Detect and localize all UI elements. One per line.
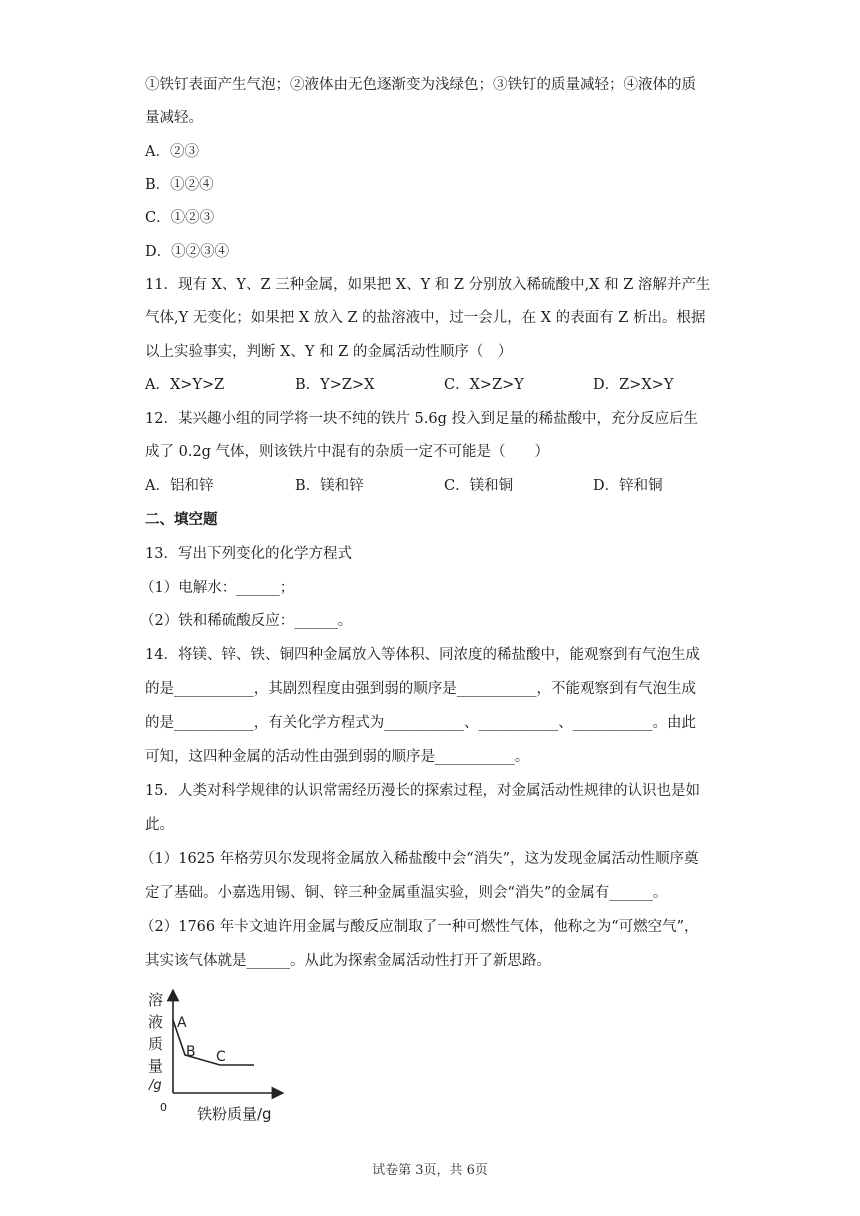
- point-label-a: A: [177, 1015, 187, 1031]
- q11-line-2: 气体,Y 无变化；如果把 X 放入 Z 的盐溶液中，过一会儿，在 X 的表面有 Z 析出。根据: [145, 310, 706, 326]
- solution-mass-graph: [140, 985, 290, 1130]
- q14-line-1: 14．将镁、锌、铁、铜四种金属放入等体积、同浓度的稀盐酸中，能观察到有气泡生成: [145, 647, 700, 663]
- q15-sub2-line-1: （2）1766 年卡文迪许用金属与酸反应制取了一种可燃性气体，他称之为“可燃空气”，: [140, 919, 699, 935]
- q12-option-b: B．镁和锌: [295, 478, 364, 494]
- q10-option-d: D．①②③④: [145, 244, 230, 260]
- q11-line-3: 以上实验事实，判断 X、Y 和 Z 的金属活动性顺序（ ）: [145, 344, 513, 360]
- y-label-char-4: 量: [148, 1057, 164, 1075]
- q14-line-2: 的是___________，其剧烈程度由强到弱的顺序是___________，不能观察到有气泡生成: [145, 681, 696, 697]
- q15-sub1-line-2: 定了基础。小嘉选用锡、铜、锌三种金属重温实验，则会“消失”的金属有______。: [145, 885, 668, 901]
- q15-line-2: 此。: [145, 817, 174, 833]
- q14-line-4: 可知，这四种金属的活动性由强到弱的顺序是___________。: [145, 749, 530, 765]
- q15-sub2-line-2: 其实该气体就是______。从此为探索金属活动性打开了新思路。: [145, 953, 551, 969]
- q13-sub-2: （2）铁和稀硫酸反应：______。: [140, 613, 353, 629]
- q15-sub1-line-1: （1）1625 年格劳贝尔发现将金属放入稀盐酸中会“消失”，这为发现金属活动性顺序奠: [140, 851, 699, 867]
- q13-stem: 13．写出下列变化的化学方程式: [145, 546, 352, 562]
- y-label-unit: /g: [149, 1078, 162, 1093]
- q11-option-c: C．X>Z>Y: [444, 377, 524, 393]
- q13-sub-1: （1）电解水：______；: [140, 580, 295, 596]
- q11-option-b: B．Y>Z>X: [295, 377, 375, 393]
- q12-option-d: D．锌和铜: [593, 478, 663, 494]
- q12-option-c: C．镁和铜: [444, 478, 514, 494]
- q10-line-2: 量减轻。: [145, 110, 203, 126]
- q10-option-c: C．①②③: [145, 210, 215, 226]
- q10-option-a: A．②③: [145, 144, 199, 160]
- q12-line-2: 成了 0.2g 气体，则该铁片中混有的杂质一定不可能是（ ）: [145, 444, 550, 460]
- q11-option-d: D．Z>X>Y: [593, 377, 674, 393]
- y-label-char-3: 质: [148, 1035, 164, 1053]
- section-heading: 二、填空题: [145, 511, 218, 528]
- origin-label: 0: [160, 1101, 167, 1114]
- page-footer: 试卷第 3页，共 6页: [372, 1163, 488, 1178]
- y-label-char-2: 液: [148, 1013, 164, 1031]
- q12-option-a: A．铝和锌: [145, 478, 214, 494]
- y-label-char-1: 溶: [148, 991, 164, 1009]
- q12-line-1: 12．某兴趣小组的同学将一块不纯的铁片 5.6g 投入到足量的稀盐酸中，充分反应后生: [145, 411, 699, 427]
- point-label-c: C: [216, 1049, 226, 1065]
- point-label-b: B: [186, 1044, 196, 1060]
- q11-option-a: A．X>Y>Z: [145, 377, 225, 393]
- q10-option-b: B．①②④: [145, 177, 214, 193]
- q15-line-1: 15．人类对科学规律的认识常需经历漫长的探索过程，对金属活动性规律的认识也是如: [145, 783, 700, 799]
- x-axis-label: 铁粉质量/g: [197, 1105, 272, 1123]
- q14-line-3: 的是___________，有关化学方程式为___________、___________、___________。由此: [145, 715, 696, 731]
- q10-line-1: ①铁钉表面产生气泡；②液体由无色逐渐变为浅绿色；③铁钉的质量减轻；④液体的质: [145, 77, 696, 93]
- q11-line-1: 11．现有 X、Y、Z 三种金属，如果把 X、Y 和 Z 分别放入稀硫酸中,X 和 Z 溶解并产生: [145, 277, 711, 293]
